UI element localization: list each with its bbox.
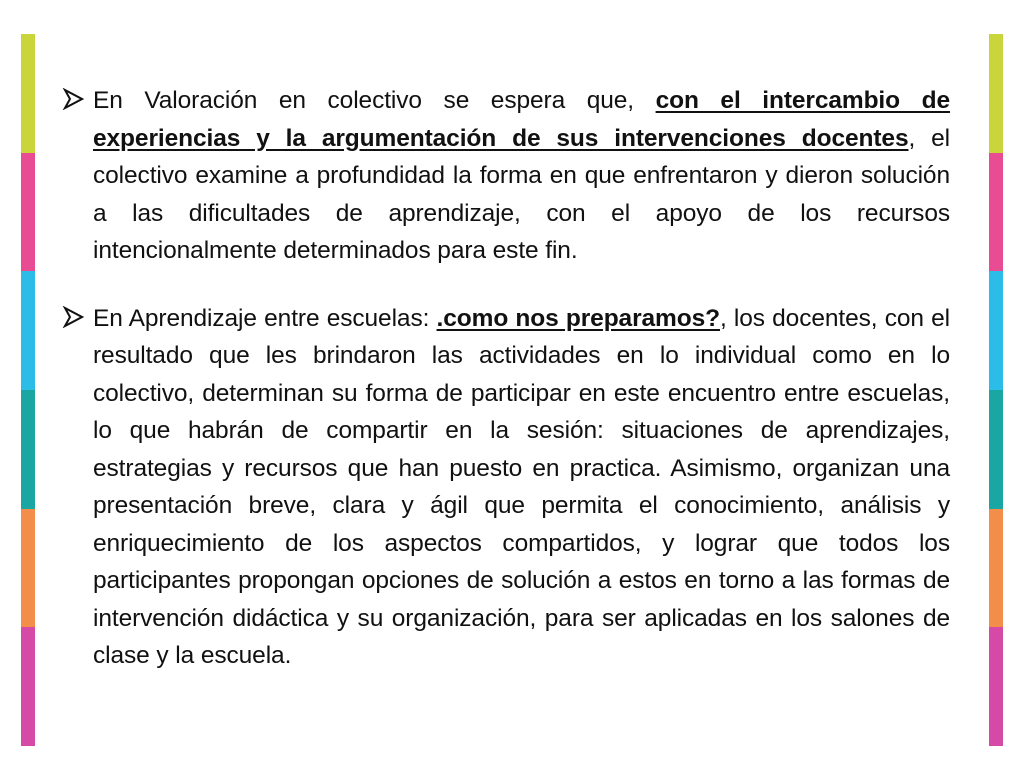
bullet-item-aprendizaje — [62, 300, 950, 675]
left-bar-segment-magenta — [21, 627, 35, 746]
right-color-bar — [989, 34, 1003, 746]
right-bar-segment-lime — [989, 34, 1003, 153]
left-bar-segment-teal — [21, 390, 35, 509]
right-bar-segment-cyan — [989, 271, 1003, 390]
left-bar-segment-orange — [21, 509, 35, 628]
arrow-bullet-icon — [62, 306, 84, 328]
bullet-emphasis: .como nos preparamos? — [436, 304, 720, 332]
bullet-emphasis: con el intercambio de experiencias y la argumentación de sus intervenciones docentes — [93, 87, 950, 152]
right-bar-segment-teal — [989, 390, 1003, 509]
right-bar-segment-magenta — [989, 627, 1003, 746]
bullet-text-rest: , los docentes, con el resultado que les brindaron las actividades en lo individual como en lo colectivo, determinan su forma de participar en este encuentro entre escuelas, lo que habrán de compartir en la sesión: situaciones de aprendizajes, estrategias y recursos que han puesto en practica. Asimismo, organizan una presentación breve, clara y ágil que permita el conocimiento, análisis y enriquecimiento de los aspectos compartidos, y lograr que todos los participantes propongan opciones de solución a estos en torno a las formas de intervención didáctica y su organización, para ser aplicadas en los salones de clase y la escuela. — [93, 304, 951, 669]
arrow-bullet-icon — [62, 88, 84, 110]
left-bar-segment-pink — [21, 153, 35, 272]
right-bar-segment-orange — [989, 509, 1003, 628]
bullet-text — [93, 300, 950, 675]
bullet-item-valoracion — [62, 82, 950, 270]
bullet-text — [93, 82, 950, 270]
bullet-text-intro: En Valoración en colectivo se espera que, — [93, 87, 656, 114]
left-bar-segment-cyan — [21, 271, 35, 390]
bullet-text-intro: En Aprendizaje entre escuelas: — [93, 304, 437, 332]
bullet-text-rest: , el colectivo examine a profundidad la forma en que enfrentaron y dieron solución a las dificultades de aprendizaje, con el apoyo de los recursos intencionalmente determinados para este fin. — [93, 124, 950, 264]
right-bar-segment-pink — [989, 153, 1003, 272]
left-bar-segment-lime — [21, 34, 35, 153]
bullet-list — [62, 82, 950, 705]
left-color-bar — [21, 34, 35, 746]
